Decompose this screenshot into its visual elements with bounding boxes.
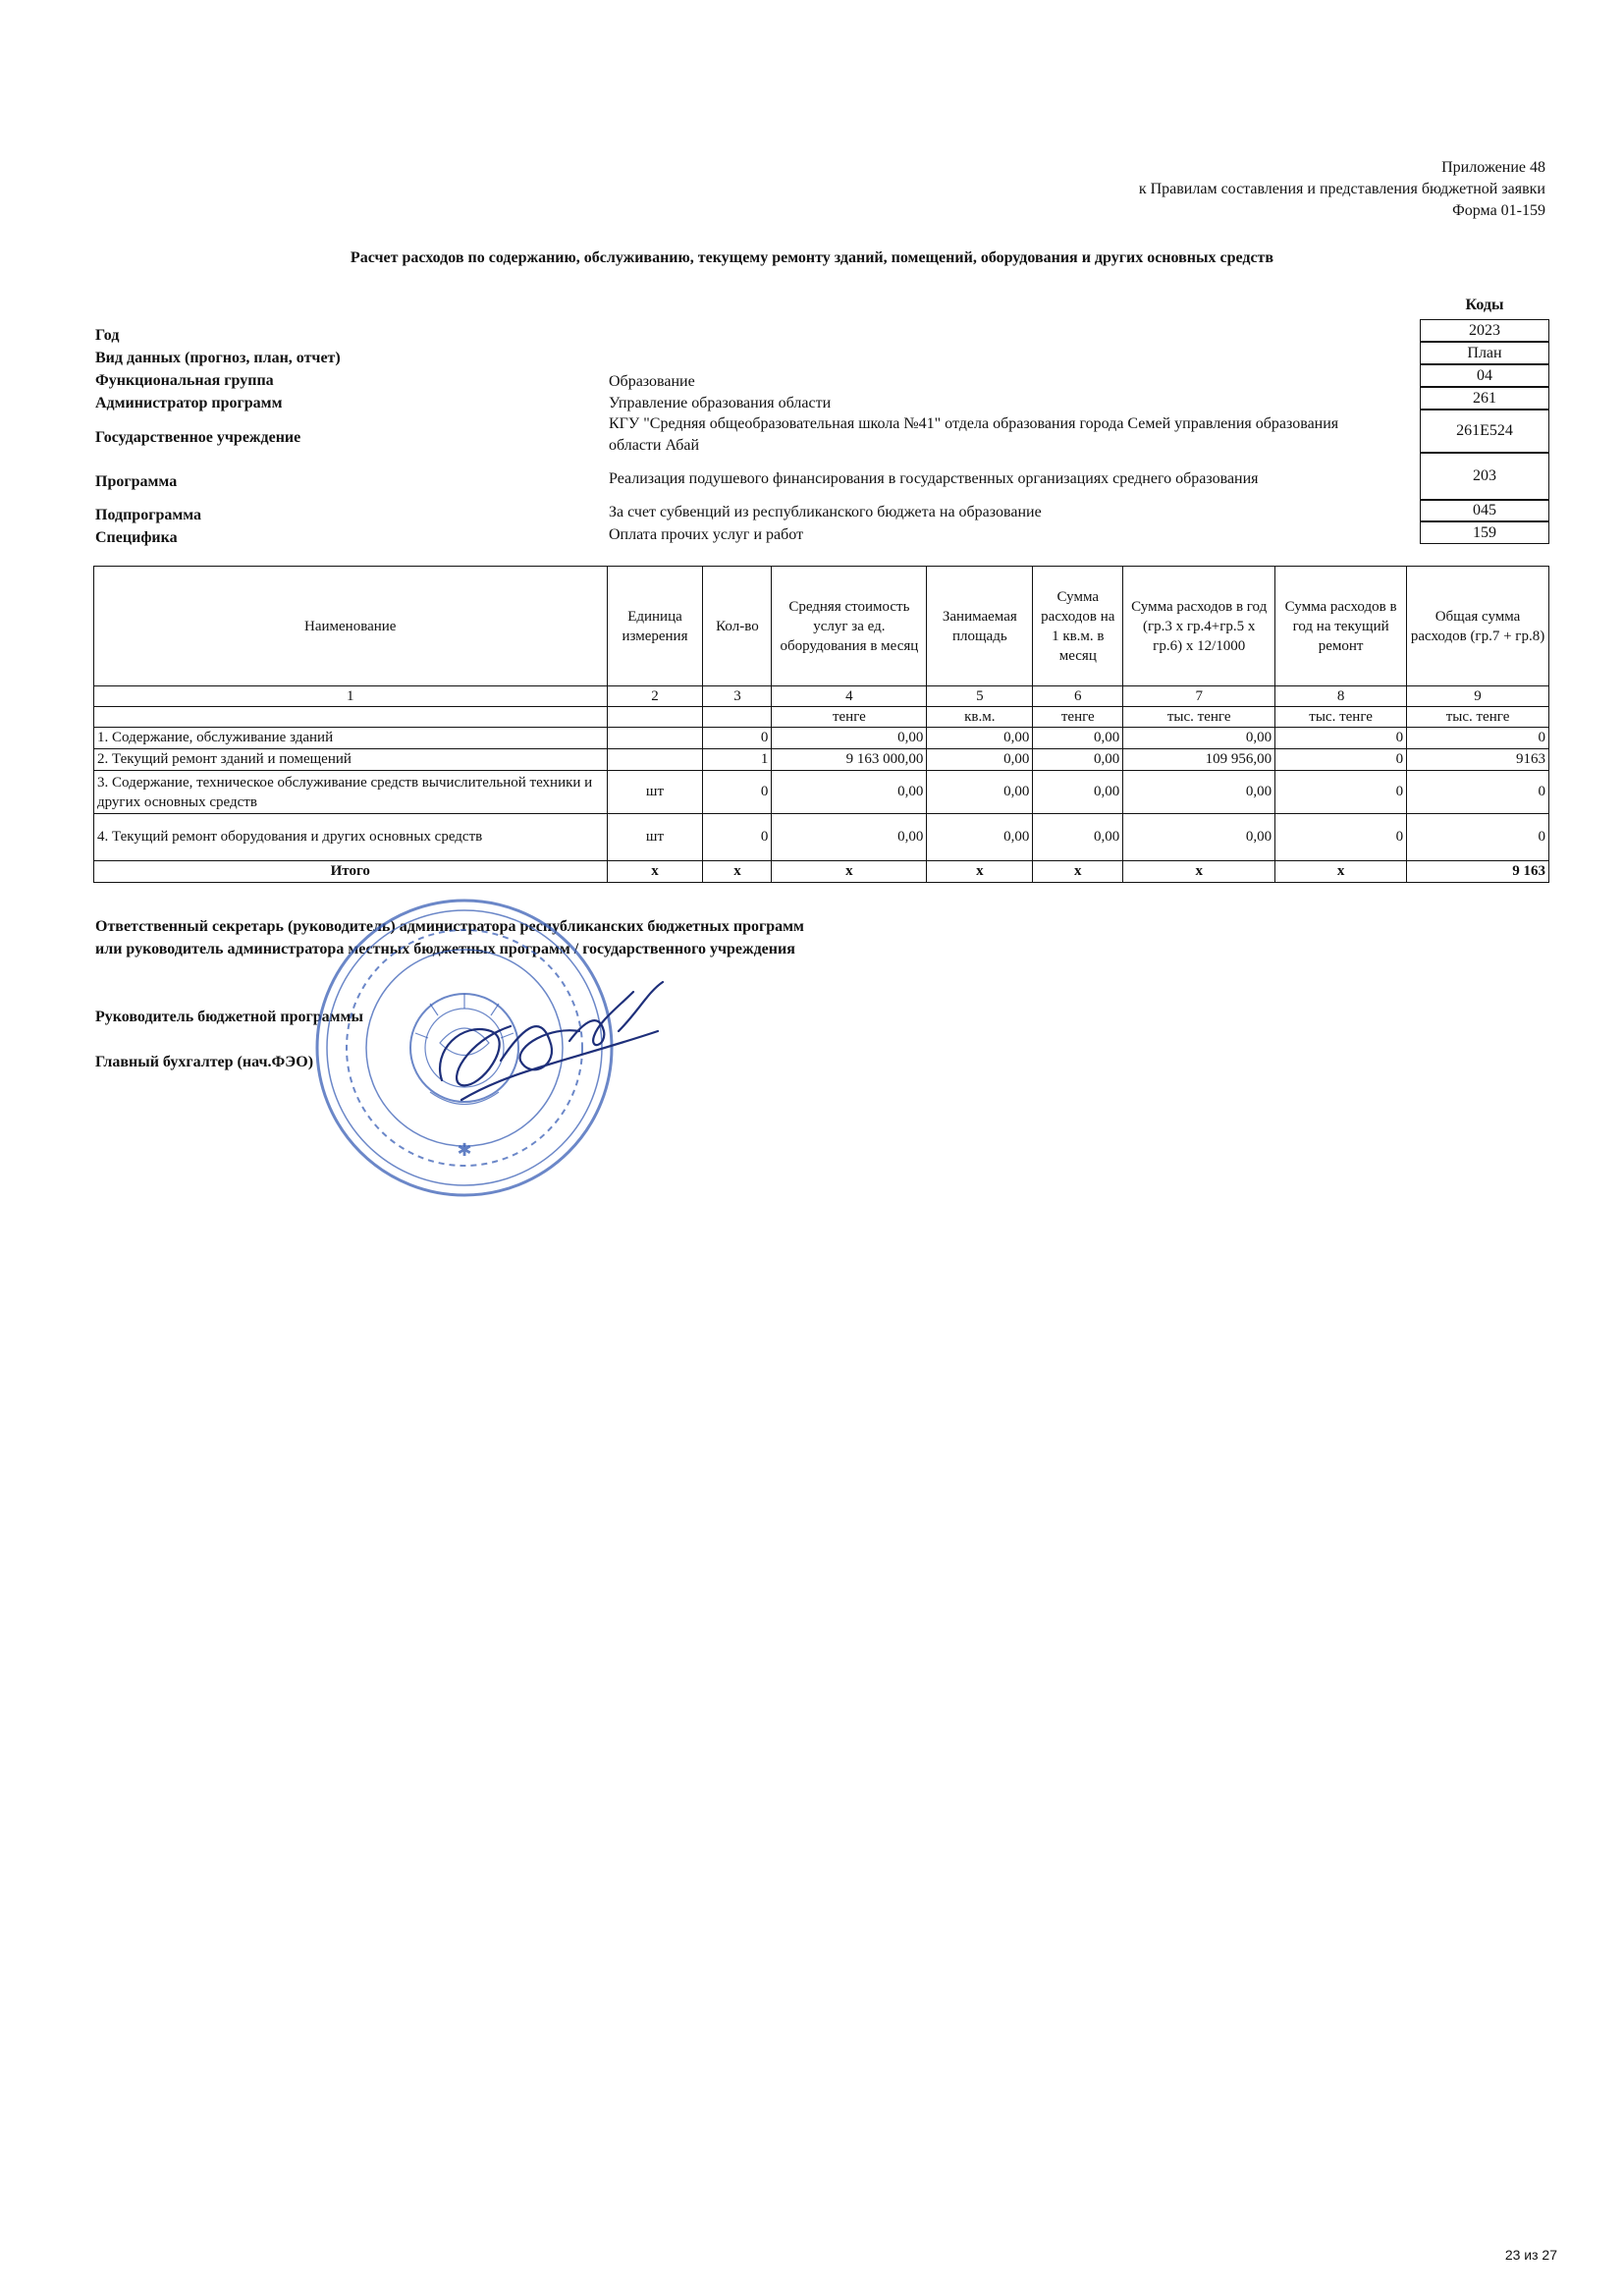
program-label: Программа <box>95 473 178 490</box>
unit-cell: кв.м. <box>927 707 1033 728</box>
header-area: Занимаемая площадь <box>927 567 1033 686</box>
col-number: 5 <box>927 686 1033 707</box>
func-group-value: Образование <box>609 373 695 390</box>
row-per-sqm: 0,00 <box>1033 728 1123 749</box>
col-number: 6 <box>1033 686 1123 707</box>
row-qty: 0 <box>703 728 772 749</box>
total-x: x <box>607 861 703 883</box>
appendix-line-1: Приложение 48 <box>1441 159 1545 176</box>
header-year-sum: Сумма расходов в год (гр.3 х гр.4+гр.5 х гр.6) х 12/1000 <box>1123 567 1275 686</box>
total-x: x <box>703 861 772 883</box>
data-type-label: Вид данных (прогноз, план, отчет) <box>95 350 341 366</box>
col-number: 4 <box>772 686 927 707</box>
header-avg-cost: Средняя стоимость услуг за ед. оборудования в месяц <box>772 567 927 686</box>
row-repair: 0 <box>1275 814 1407 861</box>
row-avg-cost: 0,00 <box>772 771 927 814</box>
row-area: 0,00 <box>927 749 1033 771</box>
header-row <box>94 567 1549 686</box>
institution-label: Государственное учреждение <box>95 429 301 446</box>
row-per-sqm: 0,00 <box>1033 814 1123 861</box>
func-group-label: Функциональная группа <box>95 372 274 389</box>
row-repair: 0 <box>1275 728 1407 749</box>
handwritten-signature <box>422 972 707 1120</box>
appendix-line-2: к Правилам составления и представления бюджетной заявки <box>1138 181 1545 197</box>
row-name: 2. Текущий ремонт зданий и помещений <box>94 749 608 771</box>
unit-cell: тенге <box>1033 707 1123 728</box>
unit-cell <box>607 707 703 728</box>
signature-line-3: Руководитель бюджетной программы <box>95 1009 363 1025</box>
total-x: x <box>1033 861 1123 883</box>
header-per-sqm: Сумма расходов на 1 кв.м. в месяц <box>1033 567 1123 686</box>
subprogram-code: 045 <box>1420 500 1549 521</box>
col-number: 9 <box>1407 686 1549 707</box>
signature-line-2: или руководитель администратора местных бюджетных программ / государственного учреждения <box>95 941 795 957</box>
signature-line-1: Ответственный секретарь (руководитель) администратора республиканских бюджетных программ <box>95 918 804 935</box>
unit-cell: тыс. тенге <box>1275 707 1407 728</box>
institution-code: 261E524 <box>1420 410 1549 453</box>
institution-value: КГУ "Средняя общеобразовательная школа №41" отдела образования города Семей управления образования области Абай <box>609 415 1339 454</box>
units-row <box>94 707 1549 728</box>
func-group-code: 04 <box>1420 364 1549 387</box>
header-name: Наименование <box>94 567 608 686</box>
header-qty: Кол-во <box>703 567 772 686</box>
total-x: x <box>1123 861 1275 883</box>
year-code: 2023 <box>1420 319 1549 342</box>
specific-value: Оплата прочих услуг и работ <box>609 526 804 543</box>
row-repair: 0 <box>1275 749 1407 771</box>
row-total: 9163 <box>1407 749 1549 771</box>
data-type-code: План <box>1420 342 1549 364</box>
admin-code: 261 <box>1420 387 1549 410</box>
row-year-sum: 109 956,00 <box>1123 749 1275 771</box>
col-number: 7 <box>1123 686 1275 707</box>
document-title: Расчет расходов по содержанию, обслуживанию, текущему ремонту зданий, помещений, оборудования и других основных средств <box>350 249 1274 266</box>
appendix-line-3: Форма 01-159 <box>1452 202 1545 219</box>
row-year-sum: 0,00 <box>1123 814 1275 861</box>
row-year-sum: 0,00 <box>1123 771 1275 814</box>
year-label: Год <box>95 327 120 344</box>
row-avg-cost: 0,00 <box>772 728 927 749</box>
program-value: Реализация подушевого финансирования в государственных организациях среднего образования <box>609 470 1259 487</box>
page-number: 23 из 27 <box>1504 2247 1557 2263</box>
total-label: Итого <box>94 861 608 883</box>
table-row <box>94 728 1549 749</box>
expenses-table <box>93 566 1549 883</box>
total-x: x <box>1275 861 1407 883</box>
row-unit <box>607 728 703 749</box>
row-qty: 0 <box>703 771 772 814</box>
row-qty: 1 <box>703 749 772 771</box>
row-unit: шт <box>607 771 703 814</box>
row-unit <box>607 749 703 771</box>
row-qty: 0 <box>703 814 772 861</box>
col-number: 3 <box>703 686 772 707</box>
col-number: 1 <box>94 686 608 707</box>
unit-cell: тенге <box>772 707 927 728</box>
unit-cell <box>703 707 772 728</box>
header-unit: Единица измерения <box>607 567 703 686</box>
admin-label: Администратор программ <box>95 395 283 411</box>
row-per-sqm: 0,00 <box>1033 749 1123 771</box>
header-total: Общая сумма расходов (гр.7 + гр.8) <box>1407 567 1549 686</box>
row-name: 4. Текущий ремонт оборудования и других основных средств <box>94 814 608 861</box>
specific-code: 159 <box>1420 521 1549 544</box>
admin-value: Управление образования области <box>609 395 832 411</box>
row-total: 0 <box>1407 814 1549 861</box>
total-x: x <box>772 861 927 883</box>
row-avg-cost: 0,00 <box>772 814 927 861</box>
svg-text:✱: ✱ <box>457 1140 472 1160</box>
row-total: 0 <box>1407 771 1549 814</box>
row-name: 3. Содержание, техническое обслуживание средств вычислительной техники и других основных средств <box>94 771 608 814</box>
total-row <box>94 861 1549 883</box>
row-avg-cost: 9 163 000,00 <box>772 749 927 771</box>
col-number: 8 <box>1275 686 1407 707</box>
table-row <box>94 814 1549 861</box>
unit-cell: тыс. тенге <box>1407 707 1549 728</box>
signature-line-4: Главный бухгалтер (нач.ФЭО) <box>95 1054 314 1070</box>
row-name: 1. Содержание, обслуживание зданий <box>94 728 608 749</box>
codes-header: Коды <box>1465 297 1504 313</box>
col-number-row <box>94 686 1549 707</box>
specific-label: Специфика <box>95 529 178 546</box>
subprogram-label: Подпрограмма <box>95 507 202 523</box>
col-number: 2 <box>607 686 703 707</box>
unit-cell: тыс. тенге <box>1123 707 1275 728</box>
row-total: 0 <box>1407 728 1549 749</box>
unit-cell <box>94 707 608 728</box>
appendix-block <box>1139 157 1545 222</box>
subprogram-value: За счет субвенций из республиканского бюджета на образование <box>609 504 1042 520</box>
row-repair: 0 <box>1275 771 1407 814</box>
total-value: 9 163 <box>1407 861 1549 883</box>
table-row <box>94 771 1549 814</box>
header-repair: Сумма расходов в год на текущий ремонт <box>1275 567 1407 686</box>
row-area: 0,00 <box>927 771 1033 814</box>
total-x: x <box>927 861 1033 883</box>
row-per-sqm: 0,00 <box>1033 771 1123 814</box>
row-area: 0,00 <box>927 728 1033 749</box>
table-row <box>94 749 1549 771</box>
row-area: 0,00 <box>927 814 1033 861</box>
row-year-sum: 0,00 <box>1123 728 1275 749</box>
row-unit: шт <box>607 814 703 861</box>
program-code: 203 <box>1420 453 1549 500</box>
